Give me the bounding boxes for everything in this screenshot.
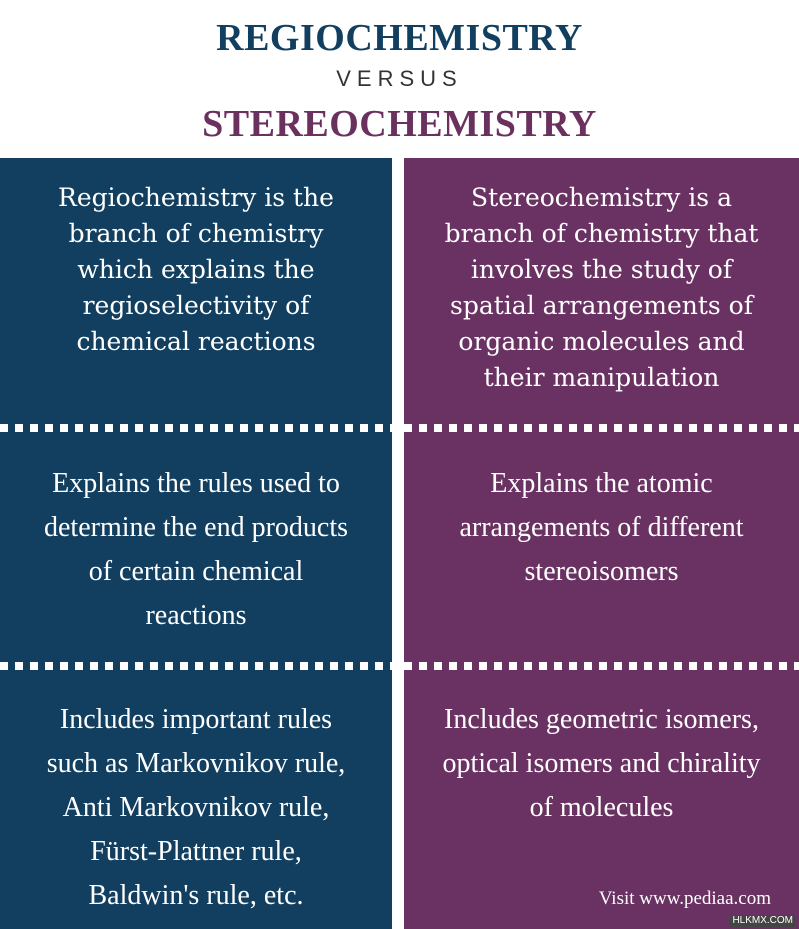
row-divider (404, 662, 799, 670)
stereochemistry-includes: Includes geometric isomers, optical isomers and chirality of molecules (442, 704, 761, 823)
versus-label: VERSUS (336, 66, 463, 91)
regiochemistry-column (0, 158, 392, 929)
title-stereochemistry: STEREOCHEMISTRY (202, 103, 597, 145)
stereochemistry-definition: Stereochemistry is a branch of chemistry that involves the study of spatial arrangements of organic molecules and their manipulation (444, 183, 759, 392)
row-divider (404, 424, 799, 432)
title-regiochemistry: REGIOCHEMISTRY (216, 17, 583, 59)
regiochemistry-definition: Regiochemistry is the branch of chemistry which explains the regioselectivity of chemical reactions (58, 183, 334, 356)
regiochemistry-explains: Explains the rules used to determine the end products of certain chemical reactions (43, 468, 348, 631)
regiochemistry-includes: Includes important rules such as Markovnikov rule, Anti Markovnikov rule, Fürst-Plattner rule, Baldwin's rule, etc. (46, 704, 346, 911)
source-credit: Visit www.pediaa.com (598, 888, 771, 909)
stereochemistry-column (404, 158, 799, 929)
row-divider (0, 424, 392, 432)
row-divider (0, 662, 392, 670)
stereochemistry-explains: Explains the atomic arrangements of different stereoisomers (459, 468, 744, 587)
watermark: HLKMX.COM (732, 915, 793, 926)
header (0, 0, 799, 158)
